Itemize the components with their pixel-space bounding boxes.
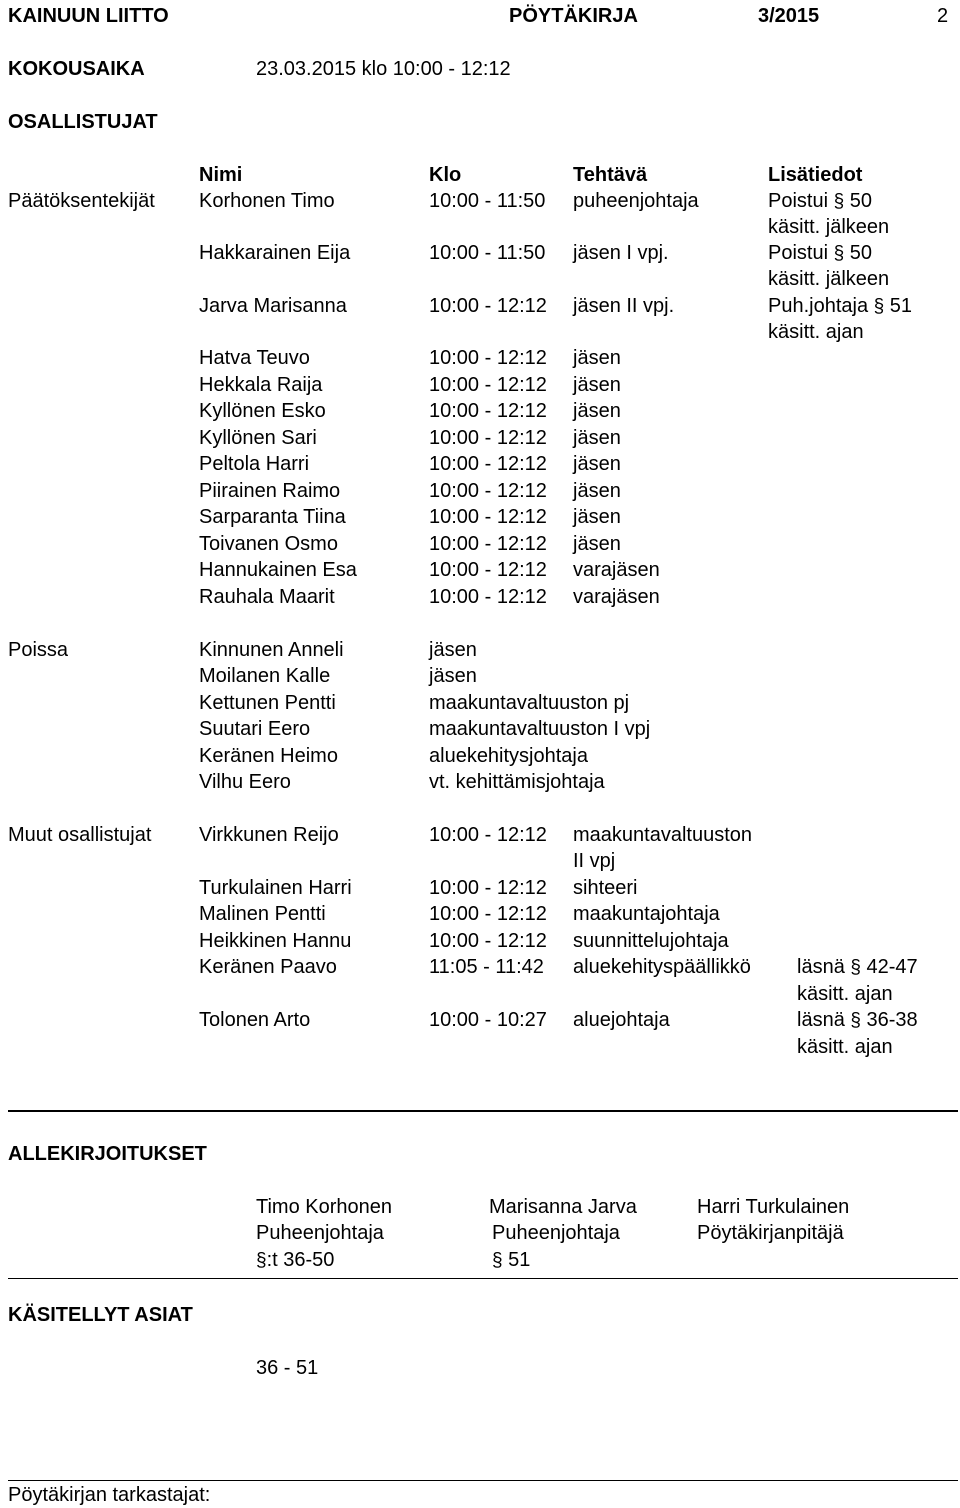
participant-name: Peltola Harri: [199, 453, 310, 475]
absent-role: maakuntavaltuuston pj: [429, 692, 630, 714]
participant-time: 10:00 - 12:12: [429, 559, 547, 581]
participant-role: sihteeri: [573, 877, 638, 899]
absent-role: vt. kehittämisjohtaja: [429, 771, 605, 793]
participant-role: puheenjohtaja: [573, 190, 699, 212]
participant-name: Korhonen Timo: [199, 190, 335, 212]
participant-role: maakuntajohtaja: [573, 903, 720, 925]
signer-title: Puheenjohtaja: [256, 1222, 384, 1244]
info-text: läsnä: [797, 956, 845, 978]
section-sign: §: [256, 1250, 267, 1271]
participant-role: jäsen: [573, 533, 621, 555]
participant-name: Kyllönen Esko: [199, 400, 326, 422]
participant-name: Rauhala Maarit: [199, 586, 335, 608]
section-sign: §: [833, 191, 845, 212]
participant-info: [768, 188, 872, 215]
signer-sections: [492, 1247, 530, 1274]
participant-info-line2: käsitt. ajan: [797, 1036, 893, 1058]
participant-name: Hakkarainen Eija: [199, 242, 351, 264]
participant-name: Keränen Paavo: [199, 956, 337, 978]
participant-time: 10:00 - 12:12: [429, 427, 547, 449]
participant-role: aluejohtaja: [573, 1009, 670, 1031]
absent-label: Poissa: [8, 639, 69, 661]
participant-time: 10:00 - 12:12: [429, 930, 547, 952]
participant-role: jäsen: [573, 506, 621, 528]
items-range: 36 - 51: [256, 1357, 319, 1379]
absent-name: Vilhu Eero: [199, 771, 291, 793]
absent-role: jäsen: [429, 639, 477, 661]
info-text: läsnä: [797, 1009, 845, 1031]
participant-time: 10:00 - 12:12: [429, 453, 547, 475]
participant-info-line2: käsitt. ajan: [768, 321, 864, 343]
participant-time: 10:00 - 12:12: [429, 506, 547, 528]
absent-name: Kinnunen Anneli: [199, 639, 344, 661]
participant-name: Tolonen Arto: [199, 1009, 311, 1031]
participant-name: Hannukainen Esa: [199, 559, 357, 581]
participant-name: Jarva Marisanna: [199, 295, 347, 317]
section-sign: §: [873, 296, 885, 317]
signer-name: Harri Turkulainen: [697, 1196, 850, 1218]
participant-time: 10:00 - 10:27: [429, 1009, 547, 1031]
participant-role: jäsen: [573, 427, 621, 449]
participant-time: 10:00 - 12:12: [429, 400, 547, 422]
info-number: 50: [849, 242, 872, 264]
participant-info-line2: käsitt. jälkeen: [768, 216, 890, 238]
items-title: KÄSITELLYT ASIAT: [8, 1304, 193, 1326]
info-number: 42-47: [866, 956, 918, 978]
others-label: Muut osallistujat: [8, 824, 152, 846]
sections-text: :t 36-50: [266, 1249, 335, 1271]
signer-sections: [256, 1247, 334, 1274]
participant-name: Virkkunen Reijo: [199, 824, 339, 846]
participant-name: Hatva Teuvo: [199, 347, 310, 369]
participant-name: Heikkinen Hannu: [199, 930, 352, 952]
info-number: 51: [889, 295, 913, 317]
section-sign: §: [492, 1250, 503, 1271]
participant-time: 11:05 - 11:42: [429, 956, 544, 978]
participant-time: 10:00 - 11:50: [429, 242, 546, 264]
participants-title: OSALLISTUJAT: [8, 111, 158, 133]
signer-name: Marisanna Jarva: [489, 1196, 637, 1218]
signer-name: Timo Korhonen: [256, 1196, 392, 1218]
participant-name: Piirainen Raimo: [199, 480, 341, 502]
footer-divider: [8, 1480, 958, 1481]
absent-name: Moilanen Kalle: [199, 665, 331, 687]
col-header-role: Tehtävä: [573, 164, 648, 186]
participant-role: varajäsen: [573, 559, 660, 581]
participant-name: Turkulainen Harri: [199, 877, 352, 899]
participant-name: Malinen Pentti: [199, 903, 326, 925]
col-header-name: Nimi: [199, 164, 243, 186]
signatures-title: ALLEKIRJOITUKSET: [8, 1143, 207, 1165]
org-name: KAINUUN LIITTO: [8, 5, 169, 27]
participant-role: jäsen: [573, 347, 621, 369]
absent-name: Keränen Heimo: [199, 745, 338, 767]
participant-role-line2: II vpj: [573, 850, 616, 872]
participant-role: maakuntavaltuuston: [573, 824, 753, 846]
col-header-time: Klo: [429, 164, 462, 186]
decision-makers-label: Päätöksentekijät: [8, 190, 155, 212]
participant-info-line2: käsitt. jälkeen: [768, 268, 890, 290]
participant-name: Kyllönen Sari: [199, 427, 317, 449]
participant-name: Hekkala Raija: [199, 374, 323, 396]
absent-name: Suutari Eero: [199, 718, 311, 740]
participant-time: 10:00 - 12:12: [429, 824, 547, 846]
section-sign: §: [850, 1010, 861, 1031]
participant-time: 10:00 - 12:12: [429, 347, 547, 369]
participant-role: jäsen I vpj.: [573, 242, 669, 264]
info-text: Poistui: [768, 242, 829, 264]
participant-info: [797, 954, 918, 981]
meeting-time-label: KOKOUSAIKA: [8, 58, 145, 80]
participant-info: [768, 293, 912, 320]
absent-role: jäsen: [429, 665, 477, 687]
participant-info: [768, 240, 872, 267]
participant-role: varajäsen: [573, 586, 660, 608]
participant-time: 10:00 - 12:12: [429, 903, 547, 925]
participant-info-line2: käsitt. ajan: [797, 983, 893, 1005]
participant-name: Sarparanta Tiina: [199, 506, 346, 528]
section-divider: [8, 1110, 958, 1112]
participant-time: 10:00 - 12:12: [429, 374, 547, 396]
participant-role: jäsen: [573, 374, 621, 396]
col-header-info: Lisätiedot: [768, 164, 863, 186]
participant-time: 10:00 - 12:12: [429, 533, 547, 555]
participant-info: [797, 1007, 918, 1034]
signer-title: Puheenjohtaja: [492, 1222, 620, 1244]
page-number: 2: [937, 5, 949, 27]
info-text: Poistui: [768, 190, 829, 212]
info-number: 36-38: [866, 1009, 918, 1031]
section-sign: §: [833, 243, 845, 264]
info-number: 50: [849, 190, 872, 212]
participant-role: suunnittelujohtaja: [573, 930, 729, 952]
sections-text: 51: [508, 1249, 531, 1271]
meeting-time-value: 23.03.2015 klo 10:00 - 12:12: [256, 58, 511, 80]
participant-time: 10:00 - 12:12: [429, 586, 547, 608]
doc-number: 3/2015: [758, 5, 820, 27]
participant-role: aluekehityspäällikkö: [573, 956, 751, 978]
participant-role: jäsen: [573, 480, 621, 502]
absent-name: Kettunen Pentti: [199, 692, 336, 714]
info-text: Puh.johtaja: [768, 295, 869, 317]
participant-time: 10:00 - 12:12: [429, 295, 547, 317]
section-sign: §: [850, 957, 861, 978]
reviewers-label: Pöytäkirjan tarkastajat:: [8, 1484, 211, 1506]
absent-role: maakuntavaltuuston I vpj: [429, 718, 651, 740]
signature-divider: [8, 1278, 958, 1279]
absent-role: aluekehitysjohtaja: [429, 745, 588, 767]
participant-role: jäsen II vpj.: [573, 295, 675, 317]
participant-role: jäsen: [573, 453, 621, 475]
signer-title: Pöytäkirjanpitäjä: [697, 1222, 844, 1244]
participant-role: jäsen: [573, 400, 621, 422]
participant-time: 10:00 - 12:12: [429, 480, 547, 502]
participant-name: Toivanen Osmo: [199, 533, 338, 555]
participant-time: 10:00 - 12:12: [429, 877, 547, 899]
participant-time: 10:00 - 11:50: [429, 190, 546, 212]
doc-type: PÖYTÄKIRJA: [509, 5, 638, 27]
